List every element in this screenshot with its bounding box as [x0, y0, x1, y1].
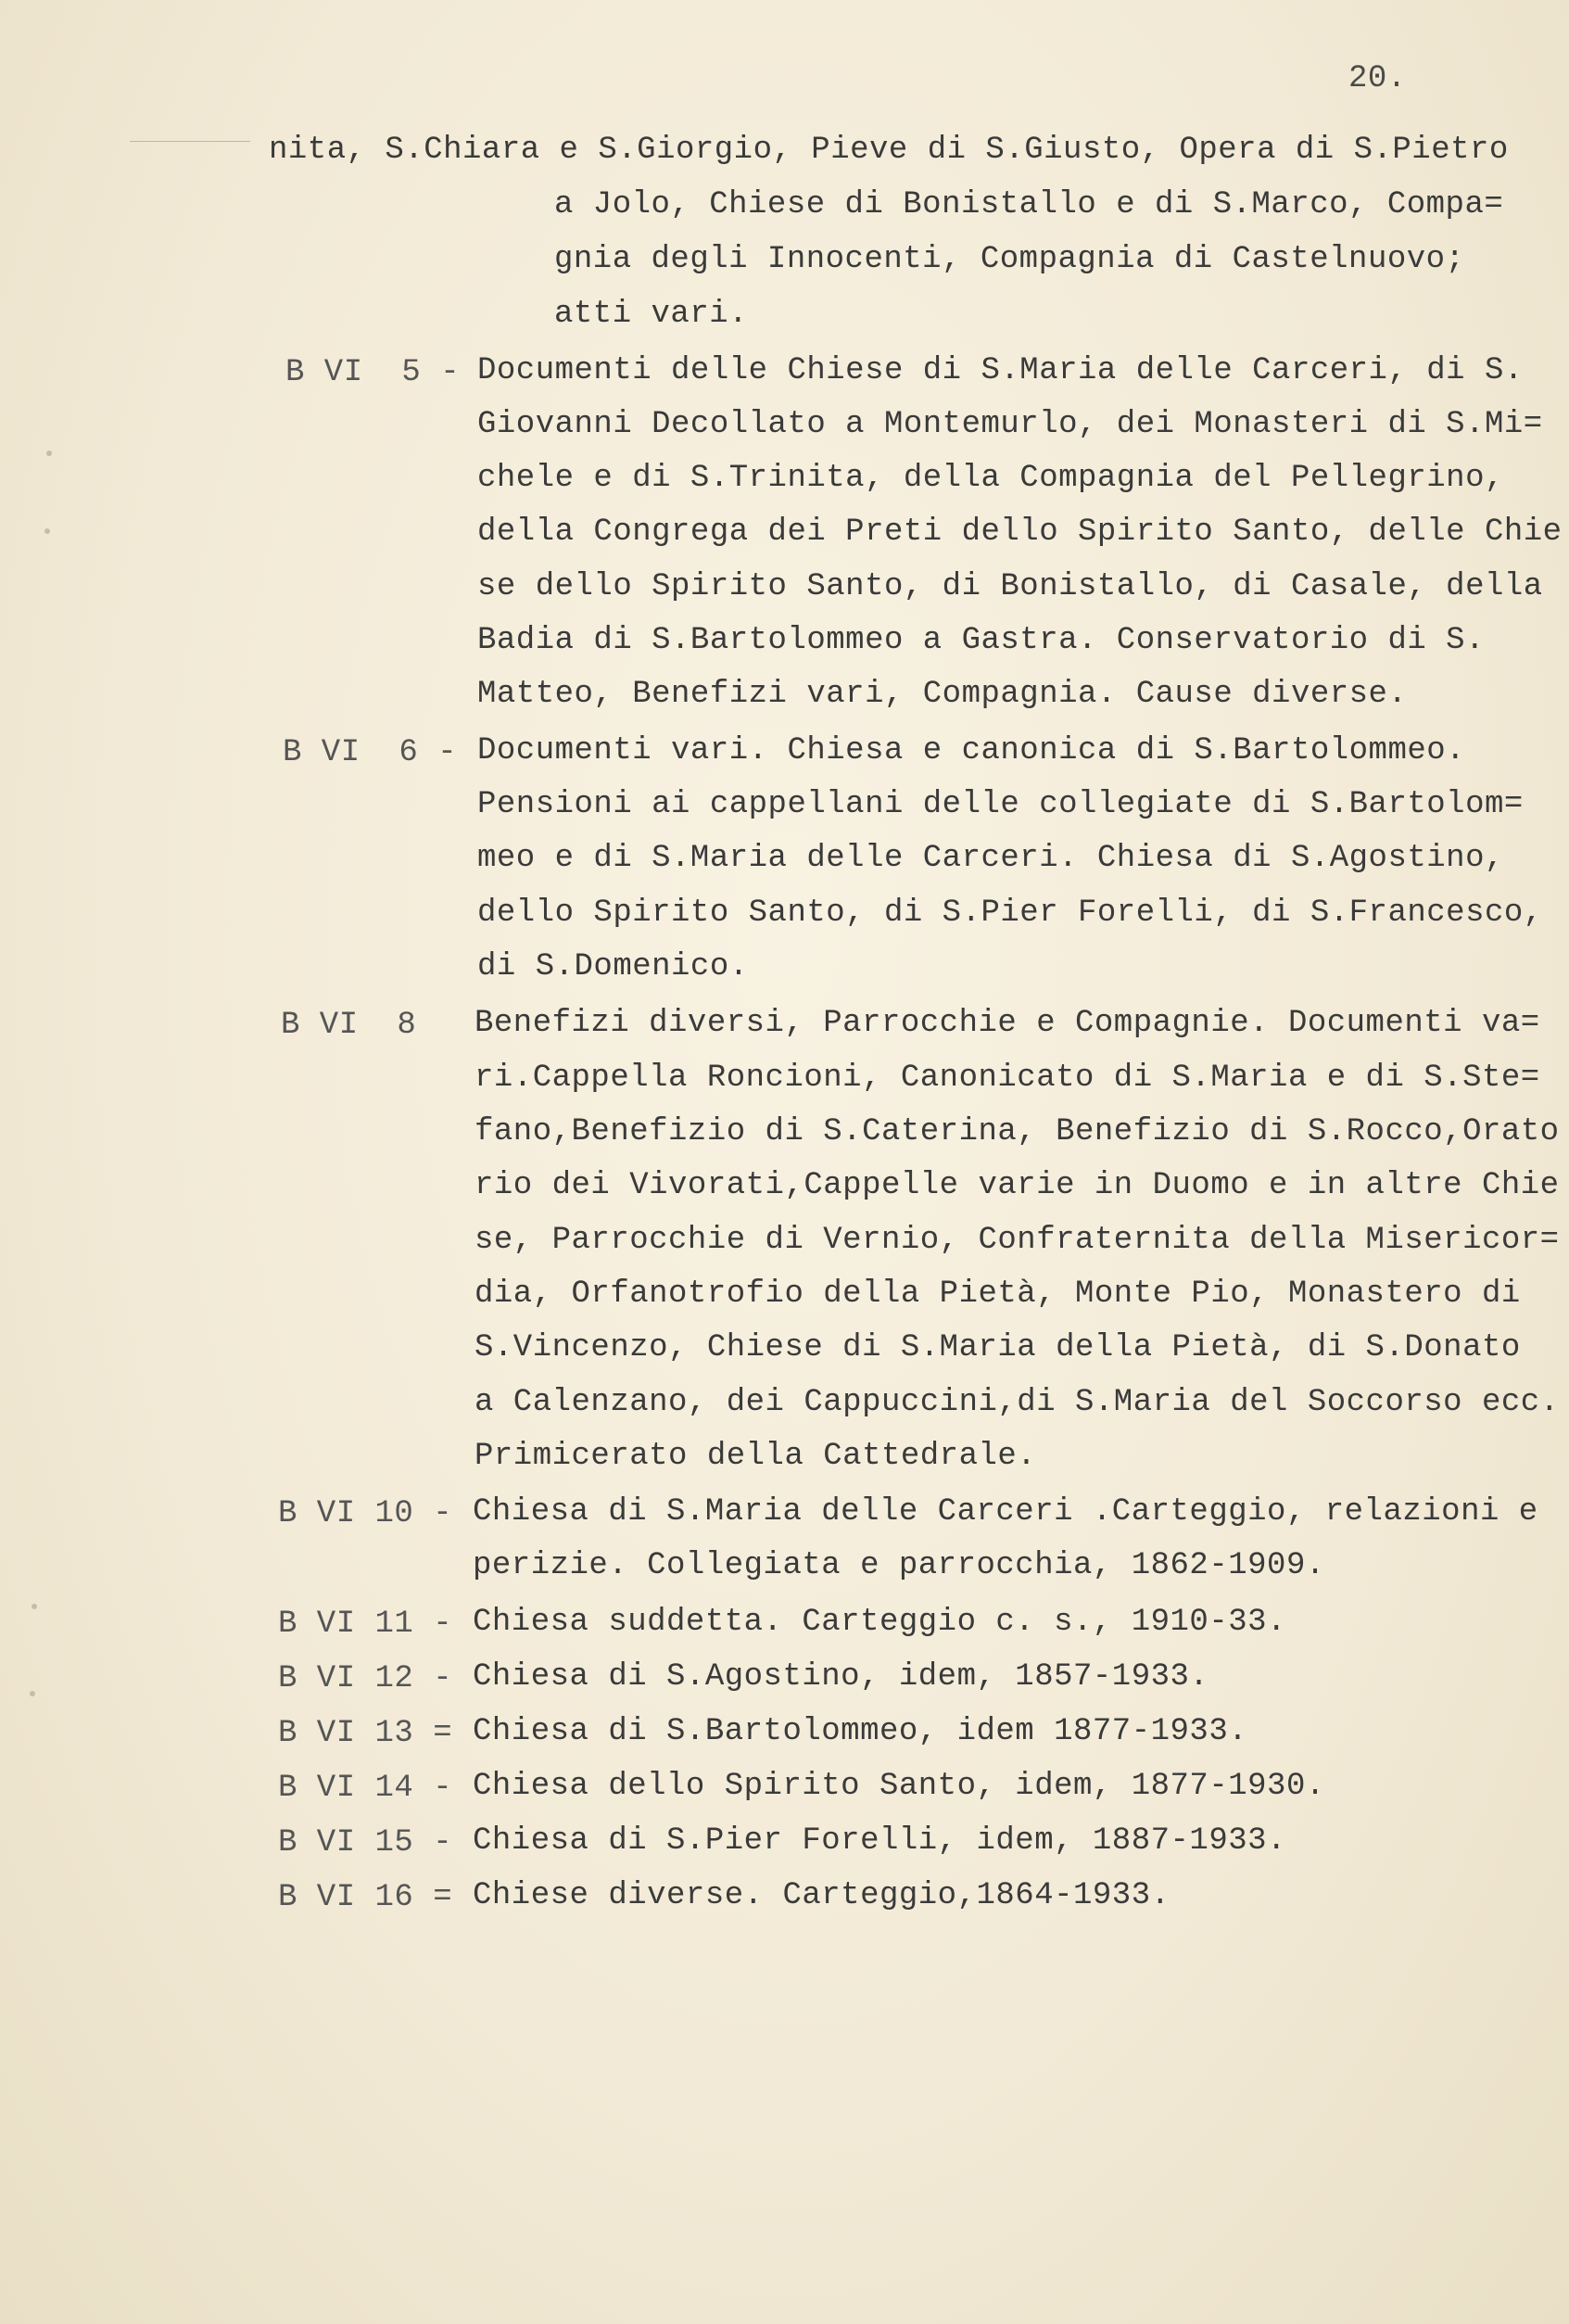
punch-hole — [32, 1604, 37, 1609]
entry-code: B VI 6 - — [283, 735, 458, 770]
entry-line: se dello Spirito Santo, di Bonistallo, di Casale, della — [477, 569, 1543, 604]
entry-line: se, Parrocchie di Vernio, Confraternita della Misericor= — [474, 1223, 1560, 1258]
entry-line: Giovanni Decollato a Montemurlo, dei Monasteri di S.Mi= — [477, 407, 1543, 442]
entry-line: Badia di S.Bartolommeo a Gastra. Conservatorio di S. — [477, 623, 1485, 658]
entry-code: B VI 13 = — [278, 1716, 453, 1751]
entry-line: Documenti vari. Chiesa e canonica di S.Bartolommeo. — [477, 733, 1466, 768]
entry-line: ri.Cappella Roncioni, Canonicato di S.Maria e di S.Ste= — [474, 1060, 1540, 1096]
pencil-mark — [130, 141, 250, 142]
entry-line: Matteo, Benefizi vari, Compagnia. Cause diverse. — [477, 677, 1408, 712]
entry-code: B VI 12 - — [278, 1661, 453, 1696]
entry-code: B VI 11 - — [278, 1606, 453, 1642]
entry-line: dello Spirito Santo, di S.Pier Forelli, di S.Francesco, — [477, 895, 1543, 931]
entry-line: rio dei Vivorati,Cappelle varie in Duomo e in altre Chie — [474, 1168, 1560, 1203]
entry-code: B VI 8 — [281, 1008, 417, 1043]
page-number: 20. — [1348, 61, 1407, 96]
entry-code: B VI 5 - — [285, 355, 461, 390]
entry-line: della Congrega dei Preti dello Spirito Santo, delle Chie — [477, 514, 1563, 550]
entry-line: meo e di S.Maria delle Carceri. Chiesa di S.Agostino, — [477, 841, 1504, 876]
entry-line: Chiesa di S.Bartolommeo, idem 1877-1933. — [473, 1714, 1248, 1749]
entry-line: Benefizi diversi, Parrocchie e Compagnie. Documenti va= — [474, 1006, 1540, 1041]
entry-line: Chiesa di S.Pier Forelli, idem, 1887-1933. — [473, 1823, 1286, 1859]
entry-line: Chiesa di S.Agostino, idem, 1857-1933. — [473, 1659, 1209, 1695]
intro-line: nita, S.Chiara e S.Giorgio, Pieve di S.Giusto, Opera di S.Pietro — [269, 133, 1509, 168]
punch-hole — [44, 528, 50, 534]
entry-line: perizie. Collegiata e parrocchia, 1862-1909. — [473, 1548, 1325, 1583]
entry-line: dia, Orfanotrofio della Pietà, Monte Pio, Monastero di — [474, 1276, 1521, 1312]
punch-hole — [30, 1691, 35, 1696]
intro-line: gnia degli Innocenti, Compagnia di Castelnuovo; — [554, 242, 1465, 277]
entry-line: Documenti delle Chiese di S.Maria delle Carceri, di S. — [477, 353, 1524, 388]
entry-line: Chiesa suddetta. Carteggio c. s., 1910-33. — [473, 1605, 1286, 1640]
entry-code: B VI 14 - — [278, 1771, 453, 1806]
punch-hole — [46, 451, 52, 456]
entry-code: B VI 15 - — [278, 1825, 453, 1860]
intro-line: atti vari. — [554, 297, 749, 332]
entry-line: Chiesa di S.Maria delle Carceri .Carteggio, relazioni e — [473, 1494, 1538, 1530]
entry-line: Chiese diverse. Carteggio,1864-1933. — [473, 1878, 1170, 1913]
entry-line: S.Vincenzo, Chiese di S.Maria della Pietà, di S.Donato — [474, 1330, 1521, 1365]
entry-line: di S.Domenico. — [477, 949, 749, 984]
entry-line: Pensioni ai cappellani delle collegiate di S.Bartolom= — [477, 787, 1524, 822]
entry-code: B VI 16 = — [278, 1880, 453, 1915]
entry-code: B VI 10 - — [278, 1496, 453, 1531]
entry-line: Primicerato della Cattedrale. — [474, 1439, 1037, 1474]
entry-line: a Calenzano, dei Cappuccini,di S.Maria del Soccorso ecc. — [474, 1385, 1560, 1420]
entry-line: fano,Benefizio di S.Caterina, Benefizio di S.Rocco,Orato — [474, 1114, 1560, 1149]
intro-line: a Jolo, Chiese di Bonistallo e di S.Marco, Compa= — [554, 187, 1504, 222]
entry-line: Chiesa dello Spirito Santo, idem, 1877-1930. — [473, 1769, 1325, 1804]
entry-line: chele e di S.Trinita, della Compagnia del Pellegrino, — [477, 461, 1504, 496]
